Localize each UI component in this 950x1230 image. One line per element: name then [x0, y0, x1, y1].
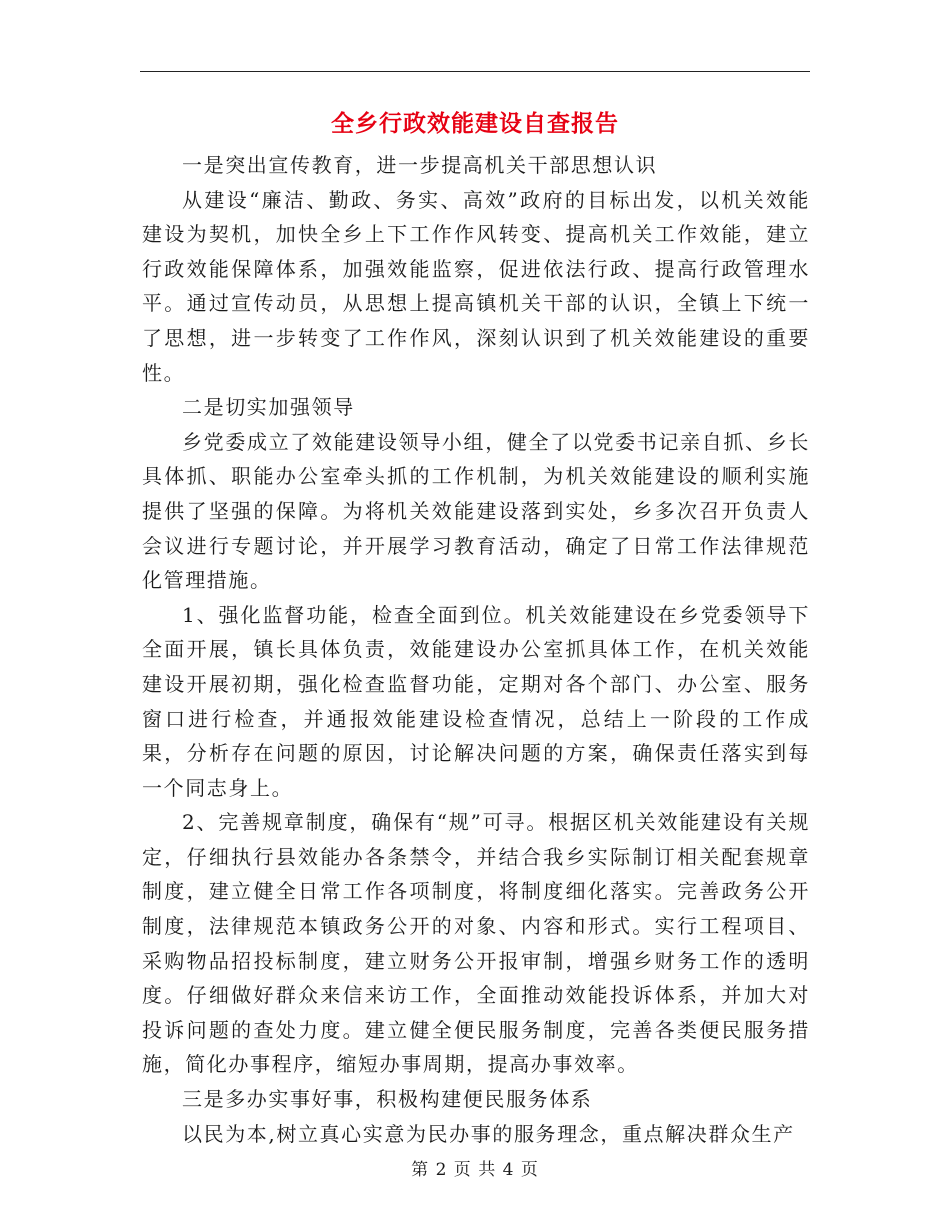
header-rule	[140, 71, 810, 72]
paragraph: 2、完善规章制度，确保有“规”可寻。根据区机关效能建设有关规定，仔细执行县效能办各条禁令，并结合我乡实际制订相关配套规章制度，建立健全日常工作各项制度，将制度细化落实。完善政务公开制度，法律规范本镇政务公开的对象、内容和形式。实行工程项目、采购物品招投标制度，建立财务公开报审制，增强乡财务工作的透明度。仔细做好群众来信来访工作，全面推动效能投诉体系，并加大对投诉问题的查处力度。建立健全便民服务制度，完善各类便民服务措施，简化办事程序，缩短办事周期，提高办事效率。	[142, 810, 810, 1077]
page-footer: 第 2 页 共 4 页	[411, 1160, 539, 1180]
document-body	[142, 148, 810, 1151]
paragraph: 乡党委成立了效能建设领导小组，健全了以党委书记亲自抓、乡长具体抓、职能办公室牵头抓的工作机制，为机关效能建设的顺利实施提供了坚强的保障。为将机关效能建设落到实处，乡多次召开负责人会议进行专题讨论，并开展学习教育活动，确定了日常工作法律规范化管理措施。	[142, 429, 810, 593]
paragraph: 从建设“廉洁、勤政、务实、高效”政府的目标出发，以机关效能建设为契机，加快全乡上下工作作风转变、提高机关工作效能，建立行政效能保障体系，加强效能监察，促进依法行政、提高行政管理水平。通过宣传动员，从思想上提高镇机关干部的认识，全镇上下统一了思想，进一步转变了工作作风，深刻认识到了机关效能建设的重要性。	[142, 187, 810, 385]
paragraph: 以民为本,树立真心实意为民办事的服务理念，重点解决群众生产	[182, 1121, 795, 1146]
paragraph: 三是多办实事好事，积极构建便民服务体系	[182, 1087, 593, 1112]
paragraph: 一是突出宣传教育，进一步提高机关干部思想认识	[182, 153, 658, 177]
document-title: 全乡行政效能建设自查报告	[331, 110, 619, 137]
paragraph: 1、强化监督功能，检查全面到位。机关效能建设在乡党委领导下全面开展，镇长具体负责，效能建设办公室抓具体工作，在机关效能建设开展初期，强化检查监督功能，定期对各个部门、办公室、服务窗口进行检查，并通报效能建设检查情况，总结上一阶段的工作成果，分析存在问题的原因，讨论解决问题的方案，确保责任落实到每一个同志身上。	[142, 602, 810, 800]
paragraph: 二是切实加强领导	[182, 395, 355, 420]
